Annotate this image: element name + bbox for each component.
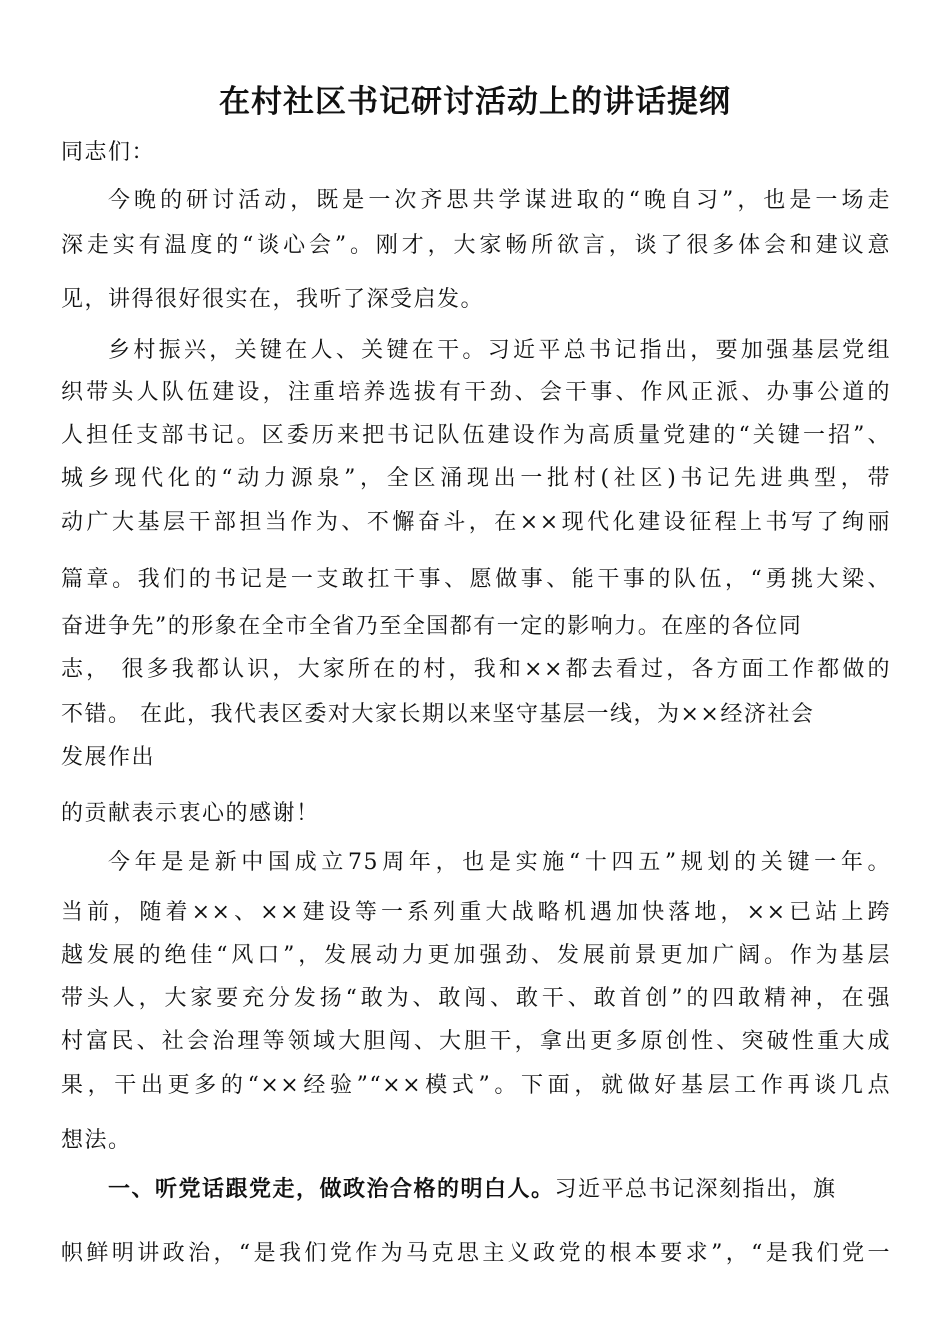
paragraph-line: 动广大基层干部担当作为、不懈奋斗，在××现代化建设征程上书写了绚丽 [61,510,891,535]
section-heading-text: 习近平总书记深刻指出，旗 [554,1177,837,1202]
paragraph-line: 帜鲜明讲政治，“是我们党作为马克思主义政党的根本要求”，“是我们党一 [61,1241,891,1266]
paragraph-line: 果，干出更多的“××经验”“××模式”。下面，就做好基层工作再谈几点 [61,1073,891,1098]
paragraph-line: 想法。 [61,1128,132,1153]
paragraph-line: 深走实有温度的“谈心会”。刚才，大家畅所欲言，谈了很多体会和建议意 [61,233,891,258]
paragraph-line: 越发展的绝佳“风口”，发展动力更加强劲、发展前景更加广阔。作为基层 [61,943,891,968]
paragraph-line: 奋进争先”的形象在全市全省乃至全国都有一定的影响力。在座的各位同 [61,614,803,639]
paragraph-line: 的贡献表示衷心的感谢！ [61,801,320,826]
paragraph-line: 织带头人队伍建设，注重培养选拔有干劲、会干事、作风正派、办事公道的 [61,380,891,405]
paragraph-line: 发展作出 [61,745,156,770]
paragraph-line: 当前，随着××、××建设等一系列重大战略机遇加快落地，××已站上跨 [61,900,891,925]
section-heading-1: 一、听党话跟党走，做政治合格的明白人。 [108,1177,555,1202]
paragraph-line: 乡村振兴，关键在人、关键在干。习近平总书记指出，要加强基层党组 [108,338,891,363]
paragraph-line: 志， 很多我都认识，大家所在的村，我和××都去看过，各方面工作都做的 [61,657,891,682]
paragraph-line: 见，讲得很好很实在，我听了深受启发。 [61,287,485,312]
paragraph-line: 村富民、社会治理等领域大胆闯、大胆干，拿出更多原创性、突破性重大成 [61,1029,891,1054]
paragraph-line: 今年是是新中国成立75周年，也是实施“十四五”规划的关键一年。 [108,850,891,875]
paragraph-line: 不错。 在此，我代表区委对大家长期以来坚守基层一线，为××经济社会 [61,702,815,727]
paragraph-line: 带头人，大家要充分发扬“敢为、敢闯、敢干、敢首创”的四敢精神，在强 [61,986,891,1011]
document-title: 在村社区书记研讨活动上的讲话提纲 [219,84,731,120]
paragraph-line: 人担任支部书记。区委历来把书记队伍建设作为高质量党建的“关键一招”、 [61,423,891,448]
paragraph-line: 今晚的研讨活动，既是一次齐思共学谋进取的“晚自习”，也是一场走 [108,188,891,213]
section-heading-line [108,1175,891,1205]
paragraph-line: 城乡现代化的“动力源泉”，全区涌现出一批村(社区)书记先进典型，带 [61,466,891,491]
salutation: 同志们： [61,140,156,165]
paragraph-line: 篇章。我们的书记是一支敢扛干事、愿做事、能干事的队伍，“勇挑大梁、 [61,567,891,592]
